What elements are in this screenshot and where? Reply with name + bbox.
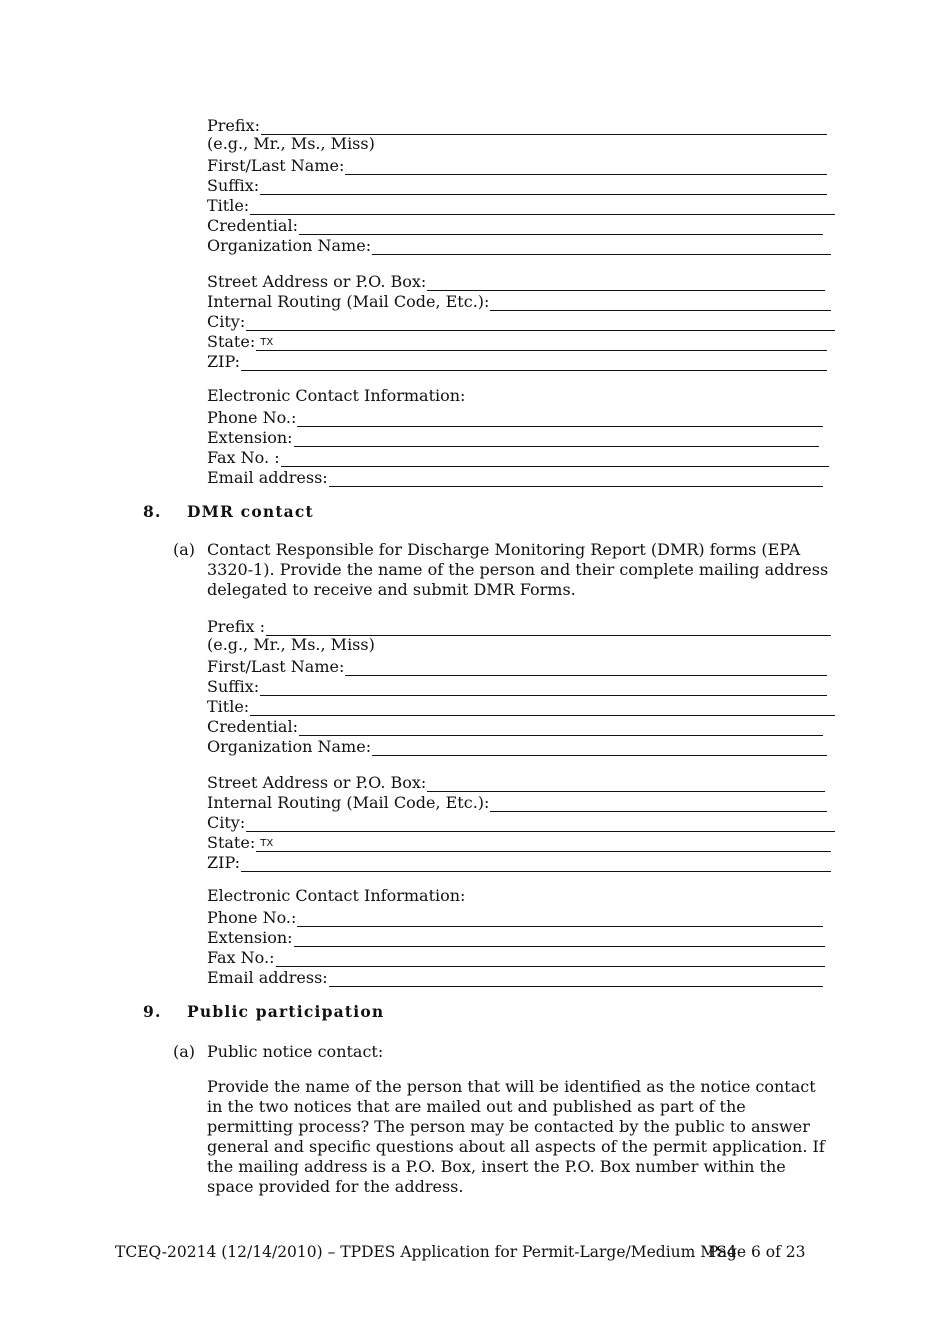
dmr-internal-routing-label: Internal Routing (Mail Code, Etc.): — [207, 793, 490, 812]
dmr-zip-input[interactable] — [241, 856, 831, 872]
credential-input[interactable] — [299, 219, 823, 235]
credential-field[interactable] — [207, 215, 823, 235]
dmr-prefix-field[interactable] — [207, 616, 831, 636]
electronic-contact-heading: Electronic Contact Information: — [207, 386, 466, 405]
prefix-example: (e.g., Mr., Ms., Miss) — [207, 134, 375, 153]
dmr-phone-label: Phone No.: — [207, 908, 297, 927]
internal-routing-label: Internal Routing (Mail Code, Etc.): — [207, 292, 490, 311]
dmr-phone-field[interactable] — [207, 907, 823, 927]
dmr-prefix-input[interactable] — [266, 620, 831, 636]
first-last-name-label: First/Last Name: — [207, 156, 345, 175]
dmr-email-input[interactable] — [329, 971, 823, 987]
organization-name-input[interactable] — [372, 239, 831, 255]
dmr-organization-name-label: Organization Name: — [207, 737, 372, 756]
zip-field[interactable] — [207, 351, 827, 371]
phone-input[interactable] — [297, 411, 823, 427]
dmr-fax-input[interactable] — [276, 951, 826, 967]
dmr-state-input[interactable] — [256, 836, 831, 852]
dmr-zip-label: ZIP: — [207, 853, 241, 872]
dmr-prefix-example: (e.g., Mr., Ms., Miss) — [207, 635, 375, 654]
dmr-organization-name-input[interactable] — [372, 740, 827, 756]
street-address-field[interactable] — [207, 271, 825, 291]
dmr-city-label: City: — [207, 813, 246, 832]
email-field[interactable] — [207, 467, 823, 487]
dmr-internal-routing-field[interactable] — [207, 792, 827, 812]
section-9-title: Public participation — [187, 1002, 385, 1021]
extension-field[interactable] — [207, 427, 819, 447]
dmr-first-last-name-field[interactable] — [207, 656, 827, 676]
dmr-state-label: State: — [207, 833, 256, 852]
dmr-electronic-contact-heading: Electronic Contact Information: — [207, 886, 466, 905]
dmr-phone-input[interactable] — [297, 911, 823, 927]
suffix-field[interactable] — [207, 175, 827, 195]
dmr-organization-name-field[interactable] — [207, 736, 827, 756]
fax-input[interactable] — [281, 451, 829, 467]
organization-name-label: Organization Name: — [207, 236, 372, 255]
dmr-title-input[interactable] — [250, 700, 835, 716]
suffix-label: Suffix: — [207, 176, 260, 195]
dmr-credential-input[interactable] — [299, 720, 823, 736]
zip-input[interactable] — [241, 355, 827, 371]
city-label: City: — [207, 312, 246, 331]
first-last-name-input[interactable] — [345, 159, 827, 175]
section-8-number: 8. — [143, 502, 162, 521]
title-label: Title: — [207, 196, 250, 215]
organization-name-field[interactable] — [207, 235, 831, 255]
dmr-city-field[interactable] — [207, 812, 835, 832]
dmr-first-last-name-input[interactable] — [345, 660, 827, 676]
footer-page-number: Page 6 of 23 — [708, 1243, 806, 1261]
dmr-email-field[interactable] — [207, 967, 823, 987]
dmr-street-address-field[interactable] — [207, 772, 825, 792]
extension-label: Extension: — [207, 428, 293, 447]
state-value: TX — [260, 337, 274, 348]
dmr-suffix-input[interactable] — [260, 680, 827, 696]
dmr-extension-field[interactable] — [207, 927, 825, 947]
suffix-input[interactable] — [260, 179, 827, 195]
street-address-label: Street Address or P.O. Box: — [207, 272, 427, 291]
dmr-first-last-name-label: First/Last Name: — [207, 657, 345, 676]
dmr-state-value: TX — [260, 838, 274, 849]
footer-form-id: TCEQ-20214 (12/14/2010) – TPDES Application for Permit-Large/Medium MS4 — [115, 1243, 737, 1261]
dmr-credential-label: Credential: — [207, 717, 298, 736]
state-label: State: — [207, 332, 256, 351]
dmr-credential-field[interactable] — [207, 716, 823, 736]
section-9-item-label: Public notice contact: — [207, 1042, 384, 1061]
phone-field[interactable] — [207, 407, 823, 427]
section-9-number: 9. — [143, 1002, 162, 1021]
internal-routing-input[interactable] — [490, 295, 831, 311]
title-field[interactable] — [207, 195, 835, 215]
email-label: Email address: — [207, 468, 328, 487]
dmr-fax-field[interactable] — [207, 947, 825, 967]
city-input[interactable] — [246, 315, 835, 331]
section-8-heading — [143, 502, 314, 521]
email-input[interactable] — [329, 471, 823, 487]
dmr-title-field[interactable] — [207, 696, 835, 716]
dmr-title-label: Title: — [207, 697, 250, 716]
state-field[interactable] — [207, 331, 827, 351]
street-address-input[interactable] — [427, 275, 825, 291]
section-9-paragraph: Provide the name of the person that will be identified as the notice contact in the two notices that are mailed out and published as part of the permitting process? The person may be contacted by the public to answer general and specific questions about all aspects of the permit application. If the mailing address is a P.O. Box, insert the P.O. Box number within the space provided for the address. — [207, 1077, 825, 1196]
state-input[interactable] — [256, 335, 827, 351]
prefix-field[interactable] — [207, 115, 827, 135]
dmr-suffix-field[interactable] — [207, 676, 827, 696]
dmr-extension-label: Extension: — [207, 928, 293, 947]
dmr-prefix-label: Prefix : — [207, 617, 266, 636]
section-9-heading — [143, 1002, 384, 1021]
dmr-suffix-label: Suffix: — [207, 677, 260, 696]
title-input[interactable] — [250, 199, 835, 215]
section-8-item-text: Contact Responsible for Discharge Monitoring Report (DMR) forms (EPA 3320-1). Provide the name of the person and their complete mailing address delegated to receive and submit DMR Forms. — [207, 540, 829, 599]
zip-label: ZIP: — [207, 352, 241, 371]
dmr-city-input[interactable] — [246, 816, 835, 832]
dmr-fax-label: Fax No.: — [207, 948, 275, 967]
dmr-street-address-input[interactable] — [427, 776, 825, 792]
dmr-internal-routing-input[interactable] — [490, 796, 827, 812]
dmr-street-address-label: Street Address or P.O. Box: — [207, 773, 427, 792]
dmr-state-field[interactable] — [207, 832, 831, 852]
prefix-input[interactable] — [261, 119, 827, 135]
city-field[interactable] — [207, 311, 835, 331]
credential-label: Credential: — [207, 216, 298, 235]
fax-label: Fax No. : — [207, 448, 280, 467]
dmr-zip-field[interactable] — [207, 852, 831, 872]
section-8-item-marker: (a) — [173, 540, 196, 559]
section-8-title: DMR contact — [187, 502, 314, 521]
section-9-item-marker: (a) — [173, 1042, 196, 1061]
first-last-name-field[interactable] — [207, 155, 827, 175]
extension-input[interactable] — [294, 431, 819, 447]
internal-routing-field[interactable] — [207, 291, 831, 311]
dmr-email-label: Email address: — [207, 968, 328, 987]
prefix-label: Prefix: — [207, 116, 260, 135]
phone-label: Phone No.: — [207, 408, 297, 427]
dmr-extension-input[interactable] — [294, 931, 825, 947]
fax-field[interactable] — [207, 447, 829, 467]
